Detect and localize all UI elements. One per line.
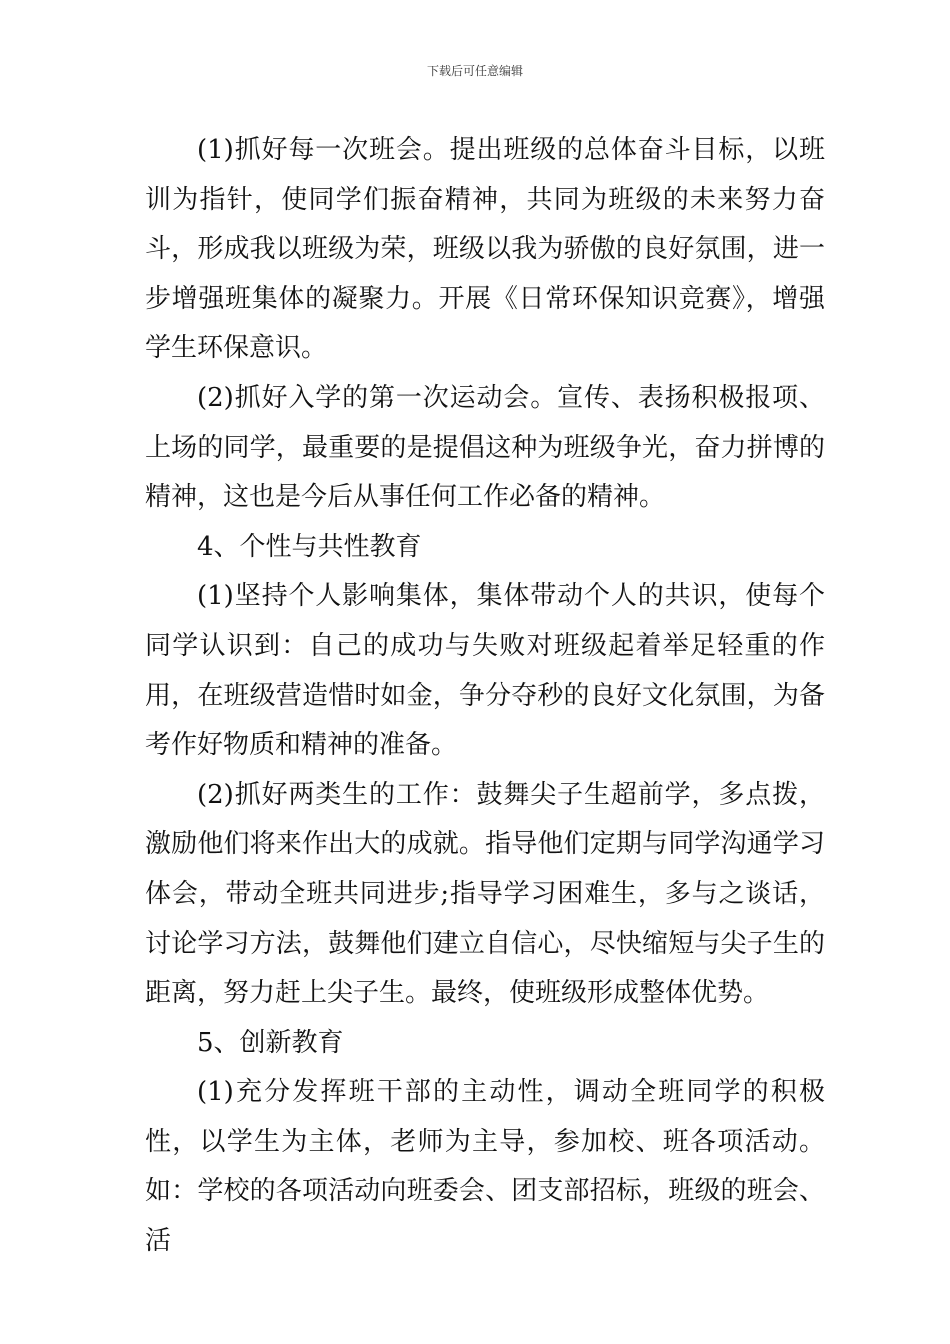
section-heading-individuality: 4、个性与共性教育 [197, 531, 422, 562]
paragraph-individual-collective: (1)坚持个人影响集体，集体带动个人的共识，使每个同学认识到：自己的成功与失败对班级起着举足轻重的作用，在班级营造惜时如金，争分夺秒的良好文化氛围，为备考作好物质和精神的准备。 [145, 581, 825, 761]
paragraph-class-meeting: (1)抓好每一次班会。提出班级的总体奋斗目标，以班训为指针，使同学们振奋精神，共同为班级的未来努力奋斗，形成我以班级为荣，班级以我为骄傲的良好氛围，进一步增强班集体的凝聚力。开展《日常环保知识竞赛》，增强学生环保意识。 [145, 135, 825, 364]
paragraph-class-leaders: (1)充分发挥班干部的主动性，调动全班同学的积极性，以学生为主体，老师为主导，参加校、班各项活动。如：学校的各项活动向班委会、团支部招标，班级的班会、活 [145, 1077, 825, 1257]
paragraph-two-types-students: (2)抓好两类生的工作：鼓舞尖子生超前学，多点拨，激励他们将来作出大的成就。指导他们定期与同学沟通学习体会，带动全班共同进步;指导学习困难生，多与之谈话，讨论学习方法，鼓舞他们建立自信心，尽快缩短与尖子生的距离，努力赶上尖子生。最终，使班级形成整体优势。 [145, 779, 825, 1009]
paragraph-sports-meeting: (2)抓好入学的第一次运动会。宣传、表扬积极报项、上场的同学，最重要的是提倡这种为班级争光，奋力拼博的精神，这也是今后从事任何工作必备的精神。 [145, 382, 825, 513]
document-body [145, 126, 825, 1267]
page-header: 下载后可任意编辑 [426, 64, 523, 78]
section-heading-innovation: 5、创新教育 [197, 1027, 344, 1058]
